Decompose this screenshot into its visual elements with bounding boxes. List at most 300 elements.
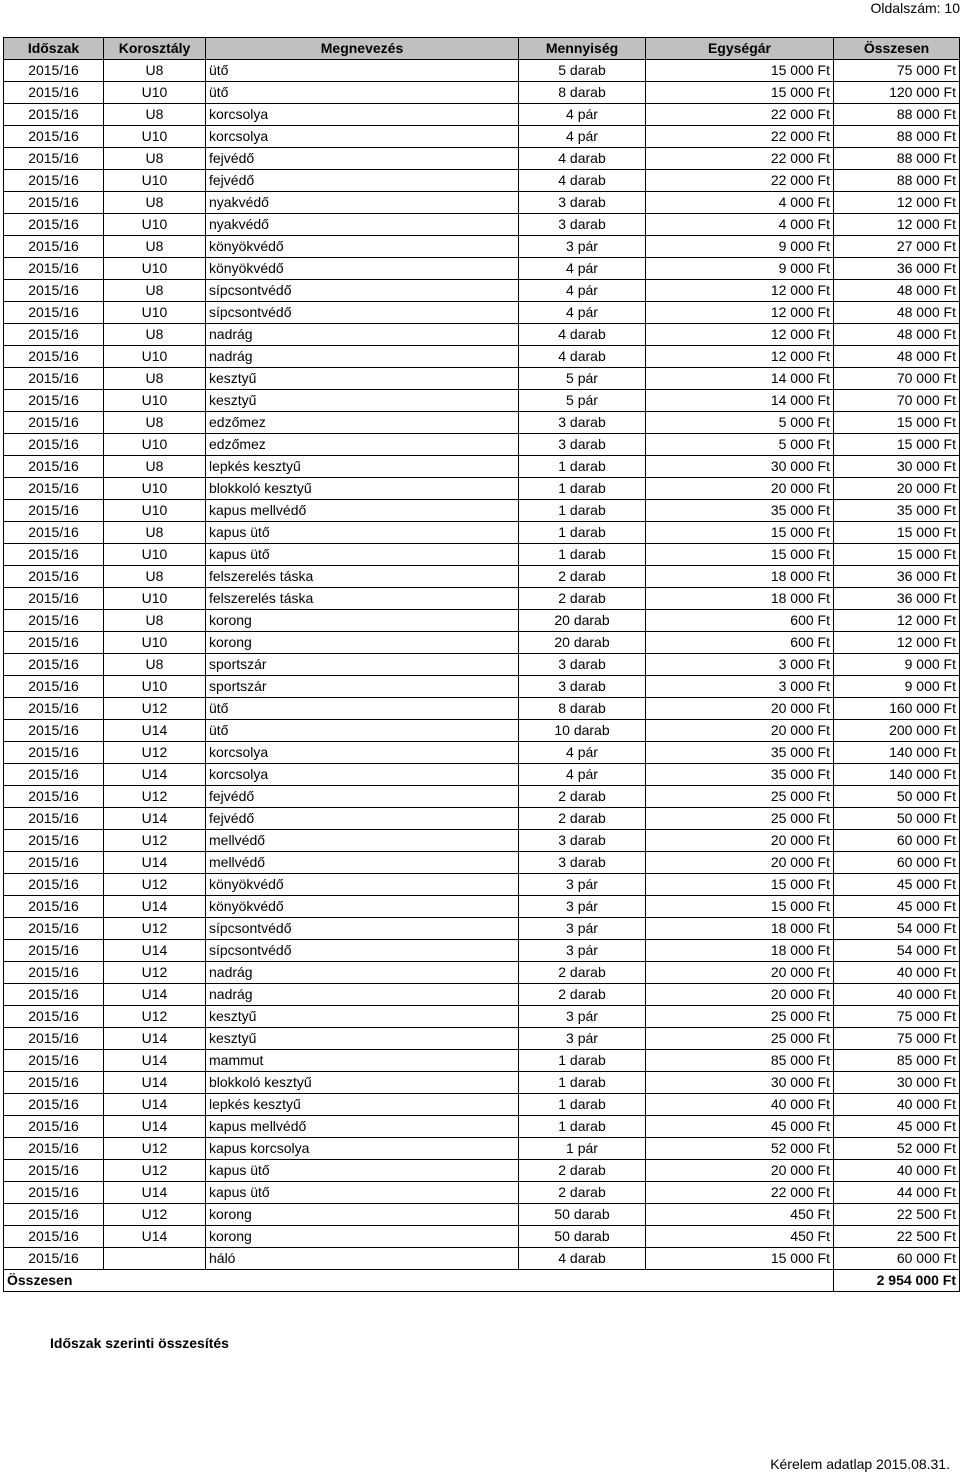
cell-period: 2015/16 bbox=[4, 522, 104, 544]
cell-item: sípcsontvédő bbox=[206, 280, 519, 302]
cell-item: háló bbox=[206, 1248, 519, 1270]
cell-age-group: U10 bbox=[104, 434, 206, 456]
table-row bbox=[4, 522, 960, 544]
cell-unit-price: 20 000 Ft bbox=[646, 984, 834, 1006]
cell-total: 120 000 Ft bbox=[834, 82, 960, 104]
cell-quantity: 1 darab bbox=[519, 456, 646, 478]
cell-age-group: U14 bbox=[104, 1028, 206, 1050]
table-row bbox=[4, 280, 960, 302]
cell-period: 2015/16 bbox=[4, 1050, 104, 1072]
cell-total: 160 000 Ft bbox=[834, 698, 960, 720]
cell-unit-price: 15 000 Ft bbox=[646, 522, 834, 544]
cell-period: 2015/16 bbox=[4, 1072, 104, 1094]
cell-unit-price: 15 000 Ft bbox=[646, 544, 834, 566]
cell-quantity: 3 darab bbox=[519, 434, 646, 456]
cell-age-group: U14 bbox=[104, 764, 206, 786]
cell-quantity: 1 darab bbox=[519, 1072, 646, 1094]
cell-total: 48 000 Ft bbox=[834, 280, 960, 302]
cell-unit-price: 25 000 Ft bbox=[646, 1028, 834, 1050]
cell-age-group: U8 bbox=[104, 280, 206, 302]
cell-unit-price: 18 000 Ft bbox=[646, 918, 834, 940]
cell-period: 2015/16 bbox=[4, 962, 104, 984]
cell-item: korcsolya bbox=[206, 742, 519, 764]
cell-period: 2015/16 bbox=[4, 830, 104, 852]
table-row bbox=[4, 126, 960, 148]
cell-age-group: U10 bbox=[104, 302, 206, 324]
cell-unit-price: 30 000 Ft bbox=[646, 456, 834, 478]
cell-total: 140 000 Ft bbox=[834, 742, 960, 764]
cell-period: 2015/16 bbox=[4, 984, 104, 1006]
cell-age-group: U10 bbox=[104, 170, 206, 192]
cell-item: kesztyű bbox=[206, 1028, 519, 1050]
cell-unit-price: 18 000 Ft bbox=[646, 588, 834, 610]
cell-quantity: 4 pár bbox=[519, 280, 646, 302]
cell-age-group: U12 bbox=[104, 742, 206, 764]
cell-unit-price: 35 000 Ft bbox=[646, 742, 834, 764]
cell-item: könyökvédő bbox=[206, 258, 519, 280]
cell-item: kesztyű bbox=[206, 368, 519, 390]
cell-period: 2015/16 bbox=[4, 676, 104, 698]
cell-total: 40 000 Ft bbox=[834, 984, 960, 1006]
cell-period: 2015/16 bbox=[4, 742, 104, 764]
cell-age-group: U14 bbox=[104, 1050, 206, 1072]
column-header-total: Összesen bbox=[834, 38, 960, 60]
cell-total: 48 000 Ft bbox=[834, 346, 960, 368]
cell-quantity: 3 darab bbox=[519, 214, 646, 236]
cell-total: 30 000 Ft bbox=[834, 1072, 960, 1094]
cell-quantity: 1 darab bbox=[519, 478, 646, 500]
cell-item: edzőmez bbox=[206, 412, 519, 434]
cell-period: 2015/16 bbox=[4, 786, 104, 808]
cell-unit-price: 600 Ft bbox=[646, 632, 834, 654]
cell-period: 2015/16 bbox=[4, 610, 104, 632]
cell-total: 36 000 Ft bbox=[834, 566, 960, 588]
cell-quantity: 3 pár bbox=[519, 874, 646, 896]
cell-quantity: 1 darab bbox=[519, 1116, 646, 1138]
cell-quantity: 3 pár bbox=[519, 1028, 646, 1050]
cell-age-group: U10 bbox=[104, 632, 206, 654]
column-header-unit-price: Egységár bbox=[646, 38, 834, 60]
items-table bbox=[3, 37, 960, 1292]
cell-quantity: 4 pár bbox=[519, 302, 646, 324]
cell-age-group: U10 bbox=[104, 390, 206, 412]
cell-item: kapus mellvédő bbox=[206, 1116, 519, 1138]
cell-age-group: U10 bbox=[104, 346, 206, 368]
cell-unit-price: 20 000 Ft bbox=[646, 962, 834, 984]
table-row bbox=[4, 192, 960, 214]
cell-item: korcsolya bbox=[206, 104, 519, 126]
cell-age-group: U8 bbox=[104, 456, 206, 478]
table-row bbox=[4, 236, 960, 258]
cell-period: 2015/16 bbox=[4, 654, 104, 676]
table-row bbox=[4, 1006, 960, 1028]
cell-quantity: 3 darab bbox=[519, 830, 646, 852]
cell-age-group: U10 bbox=[104, 500, 206, 522]
column-header-period: Időszak bbox=[4, 38, 104, 60]
cell-item: korong bbox=[206, 632, 519, 654]
cell-total: 44 000 Ft bbox=[834, 1182, 960, 1204]
table-row bbox=[4, 1116, 960, 1138]
cell-unit-price: 20 000 Ft bbox=[646, 830, 834, 852]
cell-unit-price: 9 000 Ft bbox=[646, 236, 834, 258]
cell-period: 2015/16 bbox=[4, 720, 104, 742]
cell-item: sportszár bbox=[206, 676, 519, 698]
table-row bbox=[4, 962, 960, 984]
cell-item: nadrág bbox=[206, 984, 519, 1006]
cell-quantity: 2 darab bbox=[519, 786, 646, 808]
cell-total: 52 000 Ft bbox=[834, 1138, 960, 1160]
cell-item: felszerelés táska bbox=[206, 588, 519, 610]
cell-unit-price: 20 000 Ft bbox=[646, 698, 834, 720]
cell-total: 15 000 Ft bbox=[834, 522, 960, 544]
table-row bbox=[4, 1226, 960, 1248]
cell-item: nadrág bbox=[206, 962, 519, 984]
cell-item: lepkés kesztyű bbox=[206, 1094, 519, 1116]
cell-quantity: 8 darab bbox=[519, 698, 646, 720]
cell-unit-price: 15 000 Ft bbox=[646, 874, 834, 896]
cell-age-group: U10 bbox=[104, 214, 206, 236]
cell-quantity: 1 darab bbox=[519, 1050, 646, 1072]
cell-period: 2015/16 bbox=[4, 1006, 104, 1028]
cell-unit-price: 40 000 Ft bbox=[646, 1094, 834, 1116]
cell-age-group: U12 bbox=[104, 918, 206, 940]
cell-quantity: 4 darab bbox=[519, 324, 646, 346]
cell-period: 2015/16 bbox=[4, 236, 104, 258]
table-row bbox=[4, 324, 960, 346]
cell-total: 9 000 Ft bbox=[834, 654, 960, 676]
cell-period: 2015/16 bbox=[4, 390, 104, 412]
cell-item: ütő bbox=[206, 698, 519, 720]
cell-period: 2015/16 bbox=[4, 148, 104, 170]
cell-unit-price: 22 000 Ft bbox=[646, 1182, 834, 1204]
table-row bbox=[4, 456, 960, 478]
cell-item: kapus ütő bbox=[206, 522, 519, 544]
grand-total-row bbox=[4, 1270, 960, 1292]
cell-period: 2015/16 bbox=[4, 1138, 104, 1160]
cell-total: 50 000 Ft bbox=[834, 786, 960, 808]
cell-unit-price: 5 000 Ft bbox=[646, 412, 834, 434]
cell-age-group: U10 bbox=[104, 478, 206, 500]
cell-quantity: 50 darab bbox=[519, 1204, 646, 1226]
grand-total-label: Összesen bbox=[4, 1270, 834, 1292]
cell-period: 2015/16 bbox=[4, 1028, 104, 1050]
cell-age-group: U8 bbox=[104, 654, 206, 676]
cell-age-group: U8 bbox=[104, 104, 206, 126]
cell-unit-price: 35 000 Ft bbox=[646, 500, 834, 522]
cell-quantity: 2 darab bbox=[519, 984, 646, 1006]
cell-item: könyökvédő bbox=[206, 874, 519, 896]
cell-unit-price: 15 000 Ft bbox=[646, 60, 834, 82]
cell-unit-price: 25 000 Ft bbox=[646, 808, 834, 830]
table-row bbox=[4, 896, 960, 918]
table-row bbox=[4, 434, 960, 456]
cell-unit-price: 20 000 Ft bbox=[646, 852, 834, 874]
cell-age-group: U14 bbox=[104, 1116, 206, 1138]
cell-total: 88 000 Ft bbox=[834, 126, 960, 148]
cell-item: kapus mellvédő bbox=[206, 500, 519, 522]
column-header-item: Megnevezés bbox=[206, 38, 519, 60]
cell-item: fejvédő bbox=[206, 786, 519, 808]
cell-quantity: 4 pár bbox=[519, 126, 646, 148]
cell-total: 45 000 Ft bbox=[834, 874, 960, 896]
table-row bbox=[4, 698, 960, 720]
cell-quantity: 2 darab bbox=[519, 588, 646, 610]
cell-total: 88 000 Ft bbox=[834, 148, 960, 170]
cell-age-group: U14 bbox=[104, 852, 206, 874]
table-row bbox=[4, 82, 960, 104]
cell-age-group: U14 bbox=[104, 1094, 206, 1116]
cell-quantity: 5 darab bbox=[519, 60, 646, 82]
cell-period: 2015/16 bbox=[4, 566, 104, 588]
cell-item: sportszár bbox=[206, 654, 519, 676]
cell-item: blokkoló kesztyű bbox=[206, 478, 519, 500]
cell-unit-price: 14 000 Ft bbox=[646, 368, 834, 390]
cell-period: 2015/16 bbox=[4, 698, 104, 720]
cell-item: kesztyű bbox=[206, 390, 519, 412]
cell-quantity: 3 pár bbox=[519, 1006, 646, 1028]
cell-quantity: 3 darab bbox=[519, 412, 646, 434]
cell-period: 2015/16 bbox=[4, 324, 104, 346]
cell-period: 2015/16 bbox=[4, 104, 104, 126]
cell-period: 2015/16 bbox=[4, 1094, 104, 1116]
table-row bbox=[4, 60, 960, 82]
cell-item: nyakvédő bbox=[206, 214, 519, 236]
cell-item: korong bbox=[206, 1226, 519, 1248]
cell-total: 60 000 Ft bbox=[834, 830, 960, 852]
cell-age-group: U14 bbox=[104, 1182, 206, 1204]
cell-total: 60 000 Ft bbox=[834, 1248, 960, 1270]
cell-item: kapus korcsolya bbox=[206, 1138, 519, 1160]
cell-item: könyökvédő bbox=[206, 896, 519, 918]
cell-age-group: U8 bbox=[104, 522, 206, 544]
cell-total: 48 000 Ft bbox=[834, 302, 960, 324]
cell-age-group: U14 bbox=[104, 896, 206, 918]
cell-total: 85 000 Ft bbox=[834, 1050, 960, 1072]
cell-unit-price: 30 000 Ft bbox=[646, 1072, 834, 1094]
cell-unit-price: 20 000 Ft bbox=[646, 478, 834, 500]
cell-item: kesztyű bbox=[206, 1006, 519, 1028]
cell-period: 2015/16 bbox=[4, 214, 104, 236]
cell-age-group: U12 bbox=[104, 1204, 206, 1226]
cell-unit-price: 52 000 Ft bbox=[646, 1138, 834, 1160]
cell-age-group: U14 bbox=[104, 1226, 206, 1248]
cell-total: 12 000 Ft bbox=[834, 192, 960, 214]
footer-text: Kérelem adatlap 2015.08.31. bbox=[770, 1456, 950, 1472]
cell-period: 2015/16 bbox=[4, 632, 104, 654]
cell-total: 15 000 Ft bbox=[834, 412, 960, 434]
table-row bbox=[4, 1182, 960, 1204]
cell-total: 20 000 Ft bbox=[834, 478, 960, 500]
cell-item: kapus ütő bbox=[206, 544, 519, 566]
cell-total: 54 000 Ft bbox=[834, 918, 960, 940]
cell-total: 75 000 Ft bbox=[834, 1006, 960, 1028]
grand-total-value: 2 954 000 Ft bbox=[834, 1270, 960, 1292]
cell-age-group: U10 bbox=[104, 544, 206, 566]
cell-age-group: U12 bbox=[104, 1160, 206, 1182]
table-row bbox=[4, 500, 960, 522]
cell-period: 2015/16 bbox=[4, 852, 104, 874]
cell-age-group: U8 bbox=[104, 236, 206, 258]
table-row bbox=[4, 346, 960, 368]
table-row bbox=[4, 874, 960, 896]
cell-period: 2015/16 bbox=[4, 1160, 104, 1182]
table-row bbox=[4, 1050, 960, 1072]
cell-quantity: 10 darab bbox=[519, 720, 646, 742]
table-row bbox=[4, 786, 960, 808]
cell-period: 2015/16 bbox=[4, 346, 104, 368]
table-row bbox=[4, 258, 960, 280]
cell-age-group: U8 bbox=[104, 324, 206, 346]
cell-age-group: U14 bbox=[104, 984, 206, 1006]
cell-unit-price: 22 000 Ft bbox=[646, 104, 834, 126]
cell-period: 2015/16 bbox=[4, 368, 104, 390]
cell-quantity: 20 darab bbox=[519, 610, 646, 632]
cell-total: 40 000 Ft bbox=[834, 1094, 960, 1116]
table-row bbox=[4, 764, 960, 786]
cell-item: nyakvédő bbox=[206, 192, 519, 214]
cell-unit-price: 3 000 Ft bbox=[646, 654, 834, 676]
cell-period: 2015/16 bbox=[4, 1204, 104, 1226]
cell-item: korong bbox=[206, 610, 519, 632]
cell-unit-price: 14 000 Ft bbox=[646, 390, 834, 412]
cell-quantity: 1 darab bbox=[519, 522, 646, 544]
cell-item: blokkoló kesztyű bbox=[206, 1072, 519, 1094]
cell-period: 2015/16 bbox=[4, 1182, 104, 1204]
table-row bbox=[4, 918, 960, 940]
cell-item: nadrág bbox=[206, 324, 519, 346]
cell-unit-price: 22 000 Ft bbox=[646, 148, 834, 170]
cell-total: 15 000 Ft bbox=[834, 544, 960, 566]
table-row bbox=[4, 104, 960, 126]
cell-age-group: U12 bbox=[104, 1138, 206, 1160]
cell-quantity: 2 darab bbox=[519, 1160, 646, 1182]
table-row bbox=[4, 566, 960, 588]
cell-period: 2015/16 bbox=[4, 918, 104, 940]
page-number: Oldalszám: 10 bbox=[870, 0, 960, 16]
cell-period: 2015/16 bbox=[4, 126, 104, 148]
cell-quantity: 1 darab bbox=[519, 1094, 646, 1116]
table-row bbox=[4, 214, 960, 236]
cell-quantity: 1 pár bbox=[519, 1138, 646, 1160]
cell-period: 2015/16 bbox=[4, 1116, 104, 1138]
cell-item: mammut bbox=[206, 1050, 519, 1072]
cell-total: 60 000 Ft bbox=[834, 852, 960, 874]
cell-unit-price: 35 000 Ft bbox=[646, 764, 834, 786]
cell-period: 2015/16 bbox=[4, 434, 104, 456]
cell-unit-price: 15 000 Ft bbox=[646, 1248, 834, 1270]
cell-period: 2015/16 bbox=[4, 1226, 104, 1248]
table-row bbox=[4, 940, 960, 962]
table-row bbox=[4, 1248, 960, 1270]
cell-unit-price: 450 Ft bbox=[646, 1226, 834, 1248]
cell-unit-price: 20 000 Ft bbox=[646, 1160, 834, 1182]
cell-total: 15 000 Ft bbox=[834, 434, 960, 456]
table-row bbox=[4, 1160, 960, 1182]
cell-age-group: U14 bbox=[104, 940, 206, 962]
cell-item: sípcsontvédő bbox=[206, 302, 519, 324]
cell-quantity: 3 darab bbox=[519, 852, 646, 874]
cell-age-group: U10 bbox=[104, 676, 206, 698]
cell-period: 2015/16 bbox=[4, 500, 104, 522]
cell-age-group: U12 bbox=[104, 1006, 206, 1028]
cell-total: 30 000 Ft bbox=[834, 456, 960, 478]
cell-total: 88 000 Ft bbox=[834, 104, 960, 126]
cell-total: 12 000 Ft bbox=[834, 610, 960, 632]
cell-period: 2015/16 bbox=[4, 82, 104, 104]
cell-unit-price: 45 000 Ft bbox=[646, 1116, 834, 1138]
cell-quantity: 4 darab bbox=[519, 170, 646, 192]
cell-period: 2015/16 bbox=[4, 412, 104, 434]
cell-item: mellvédő bbox=[206, 852, 519, 874]
table-row bbox=[4, 632, 960, 654]
cell-total: 140 000 Ft bbox=[834, 764, 960, 786]
cell-age-group: U14 bbox=[104, 720, 206, 742]
cell-total: 70 000 Ft bbox=[834, 390, 960, 412]
table-row bbox=[4, 720, 960, 742]
cell-item: lepkés kesztyű bbox=[206, 456, 519, 478]
cell-quantity: 4 darab bbox=[519, 346, 646, 368]
cell-age-group: U12 bbox=[104, 786, 206, 808]
cell-item: sípcsontvédő bbox=[206, 940, 519, 962]
table-row bbox=[4, 830, 960, 852]
cell-quantity: 2 darab bbox=[519, 1182, 646, 1204]
cell-period: 2015/16 bbox=[4, 896, 104, 918]
table-row bbox=[4, 1028, 960, 1050]
cell-item: korong bbox=[206, 1204, 519, 1226]
cell-total: 36 000 Ft bbox=[834, 588, 960, 610]
cell-unit-price: 12 000 Ft bbox=[646, 302, 834, 324]
table-row bbox=[4, 1204, 960, 1226]
cell-item: kapus ütő bbox=[206, 1182, 519, 1204]
cell-period: 2015/16 bbox=[4, 588, 104, 610]
cell-total: 22 500 Ft bbox=[834, 1226, 960, 1248]
cell-item: korcsolya bbox=[206, 764, 519, 786]
cell-age-group: U14 bbox=[104, 808, 206, 830]
table-row bbox=[4, 742, 960, 764]
cell-period: 2015/16 bbox=[4, 874, 104, 896]
cell-period: 2015/16 bbox=[4, 456, 104, 478]
cell-period: 2015/16 bbox=[4, 192, 104, 214]
table-row bbox=[4, 588, 960, 610]
cell-item: kapus ütő bbox=[206, 1160, 519, 1182]
cell-period: 2015/16 bbox=[4, 808, 104, 830]
cell-quantity: 1 darab bbox=[519, 500, 646, 522]
cell-total: 45 000 Ft bbox=[834, 1116, 960, 1138]
cell-age-group: U8 bbox=[104, 566, 206, 588]
cell-unit-price: 25 000 Ft bbox=[646, 786, 834, 808]
cell-unit-price: 18 000 Ft bbox=[646, 566, 834, 588]
cell-item: korcsolya bbox=[206, 126, 519, 148]
cell-total: 70 000 Ft bbox=[834, 368, 960, 390]
cell-quantity: 5 pár bbox=[519, 368, 646, 390]
cell-age-group: U8 bbox=[104, 148, 206, 170]
cell-item: ütő bbox=[206, 720, 519, 742]
cell-age-group: U12 bbox=[104, 698, 206, 720]
table-row bbox=[4, 984, 960, 1006]
cell-quantity: 4 pár bbox=[519, 104, 646, 126]
cell-quantity: 3 pár bbox=[519, 918, 646, 940]
cell-period: 2015/16 bbox=[4, 60, 104, 82]
table-row bbox=[4, 148, 960, 170]
cell-quantity: 4 darab bbox=[519, 1248, 646, 1270]
table-row bbox=[4, 368, 960, 390]
cell-unit-price: 12 000 Ft bbox=[646, 324, 834, 346]
cell-period: 2015/16 bbox=[4, 280, 104, 302]
cell-item: sípcsontvédő bbox=[206, 918, 519, 940]
cell-quantity: 2 darab bbox=[519, 808, 646, 830]
cell-age-group: U12 bbox=[104, 874, 206, 896]
cell-unit-price: 18 000 Ft bbox=[646, 940, 834, 962]
